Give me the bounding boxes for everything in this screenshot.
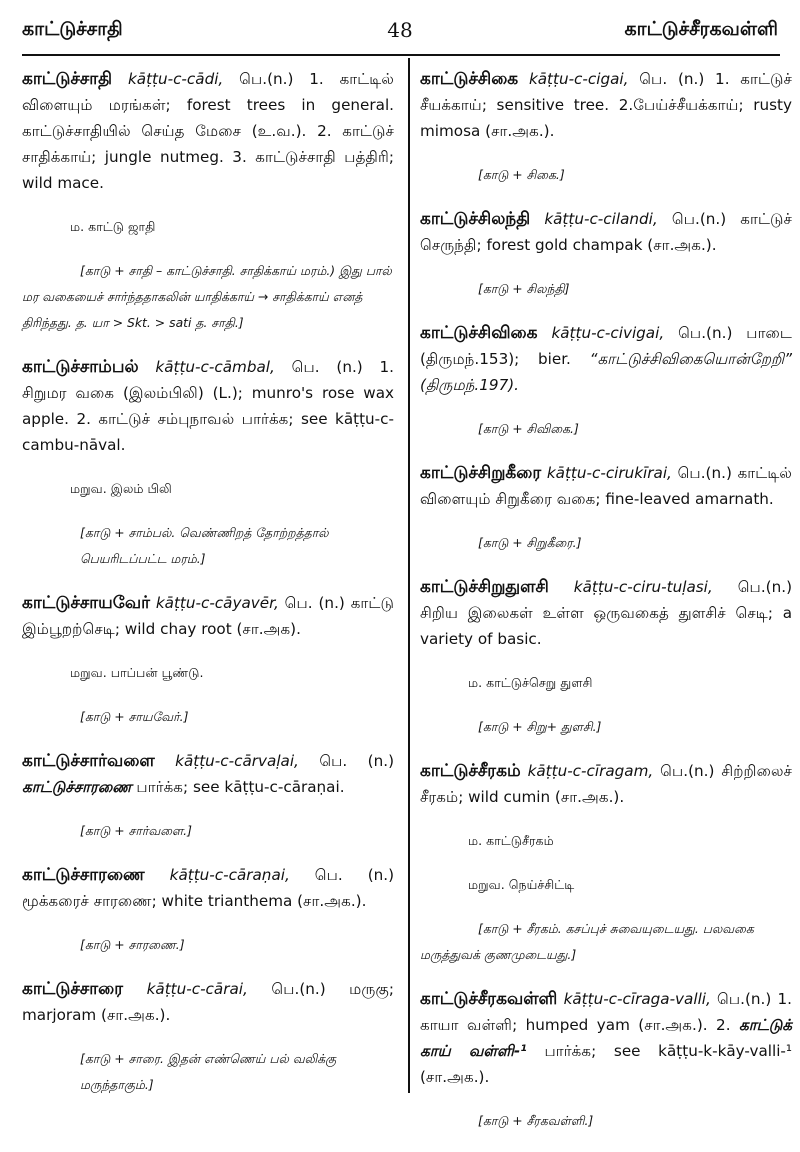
right-column bbox=[420, 66, 792, 1152]
entry-definition: பெ.(n.) சிறிய இலைகள் உள்ள ஒருவகைத் துளசிச் செடி; a variety of basic. bbox=[420, 578, 792, 648]
left-column bbox=[22, 66, 394, 1116]
entry-definition: பெ.(n.) பாடை (திருமந்.153); bier. bbox=[420, 324, 792, 368]
entry-headword: காட்டுச்சாதி bbox=[22, 69, 113, 89]
dictionary-entry bbox=[420, 320, 792, 398]
entry-headword: காட்டுச்சீரகவள்ளி bbox=[420, 989, 558, 1009]
page-header bbox=[0, 0, 800, 50]
dictionary-entry bbox=[22, 590, 394, 642]
entry-etymology: [காடு + சிவிகை.] bbox=[478, 421, 579, 436]
entry-etymology: [காடு + சாயவேர்.] bbox=[80, 709, 189, 724]
dictionary-entry bbox=[22, 748, 394, 800]
entry-transliteration: kāṭṭu-c-cārvaḷai, bbox=[175, 752, 299, 770]
entry-quotation: “காட்டுச்சிவிகையொன்றேறி” (திருமந்.197). bbox=[420, 350, 792, 394]
header-right-guideword: காட்டுச்சீரகவள்ளி bbox=[624, 18, 778, 40]
entry-definition: பெ.(n.) காட்டுச் செருந்தி; forest gold champak (சா.அக.). bbox=[420, 210, 793, 254]
entry-cognate-note: மறுவ. நெய்ச்சிட்டி bbox=[468, 877, 575, 892]
entry-etymology: [காடு + சாதி – காட்டுச்சாதி. சாதிக்காய் மரம்.) இது பால் மர வகையைச் சார்ந்ததாகலின் யாதிக்காய் → சாதிக்காய் எனத் திரிந்தது. த. யா > Skt. > sati த. சாதி.] bbox=[22, 263, 392, 330]
entry-definition-prefix: பெ. (n.) bbox=[319, 752, 394, 770]
dictionary-entry bbox=[420, 574, 792, 652]
entry-headword: காட்டுச்சாயவேர் bbox=[22, 593, 150, 613]
entry-headword: காட்டுச்சாரை bbox=[22, 979, 124, 999]
entry-headword: காட்டுச்சாரணை bbox=[22, 865, 145, 885]
entry-headword: காட்டுச்சிவிகை bbox=[420, 323, 538, 343]
column-divider bbox=[408, 58, 410, 1093]
entry-transliteration: kāṭṭu-c-cāraṇai, bbox=[169, 866, 290, 884]
dictionary-entry bbox=[22, 66, 394, 196]
entry-cross-reference: காட்டுக் காய் வள்ளி-¹ bbox=[420, 1016, 792, 1060]
header-left-guideword: காட்டுச்சாதி bbox=[22, 18, 123, 40]
entry-definition: பெ.(n.) 1. காட்டில் விளையும் மரங்கள்; forest trees in general. காட்டுச்சாதியில் செய்த மேசை (உ.வ.). 2. காட்டுச் சாதிக்காய்; jungle nutmeg. 3. காட்டுச்சாதி பத்திரி; wild mace. bbox=[22, 70, 395, 192]
entry-headword: காட்டுச்சிறுதுளசி bbox=[420, 577, 549, 597]
entry-transliteration: kāṭṭu-c-cārai, bbox=[146, 980, 248, 998]
entry-cross-reference: காட்டுச்சாரணை bbox=[22, 778, 132, 796]
dictionary-entry bbox=[22, 862, 394, 914]
entry-definition: பெ. (n.) 1. சிறுமர வகை (இலம்பிலி) (L.); munro's rose wax apple. 2. காட்டுச் சம்புநாவல் பார்க்க; see kāṭṭu-c-cambu-nāval. bbox=[22, 358, 395, 454]
entry-transliteration: kāṭṭu-c-civigai, bbox=[551, 324, 665, 342]
entry-cognate-note: ம. காட்டு ஜாதி bbox=[70, 219, 156, 234]
dictionary-entry bbox=[420, 460, 792, 512]
entry-definition: பெ. (n.) மூக்கரைச் சாரணை; white trianthema (சா.அக.). bbox=[22, 866, 395, 910]
entry-cognate-note: ம. காட்டுச்செறு துளசி bbox=[468, 675, 593, 690]
page-number: 48 bbox=[387, 18, 413, 42]
entry-headword: காட்டுச்சீரகம் bbox=[420, 761, 521, 781]
entry-headword: காட்டுச்சார்வளை bbox=[22, 751, 155, 771]
entry-definition: பார்க்க; see kāṭṭu-c-cāraṇai. bbox=[136, 778, 345, 796]
entry-transliteration: kāṭṭu-c-cirukīrai, bbox=[546, 464, 672, 482]
entry-transliteration: kāṭṭu-c-cīraga-valli, bbox=[563, 990, 711, 1008]
entry-transliteration: kāṭṭu-c-cādi, bbox=[127, 70, 224, 88]
entry-headword: காட்டுச்சிகை bbox=[420, 69, 519, 89]
entry-transliteration: kāṭṭu-c-cāyavēr, bbox=[155, 594, 279, 612]
entry-definition: பார்க்க; see kāṭṭu-k-kāy-valli-¹ (சா.அக.). bbox=[420, 1042, 792, 1086]
header-divider bbox=[22, 54, 780, 56]
entry-definition: பெ.(n.) காட்டில் விளையும் சிறுகீரை வகை; fine-leaved amarnath. bbox=[420, 464, 793, 508]
dictionary-entry bbox=[420, 986, 792, 1090]
dictionary-entry bbox=[420, 66, 792, 144]
entry-headword: காட்டுச்சாம்பல் bbox=[22, 357, 139, 377]
dictionary-entry bbox=[22, 976, 394, 1028]
entry-definition-prefix: பெ.(n.) 1. காயா வள்ளி; humped yam (சா.அக.). 2. bbox=[420, 990, 792, 1034]
entry-transliteration: kāṭṭu-c-cigai, bbox=[528, 70, 629, 88]
entry-headword: காட்டுச்சிறுகீரை bbox=[420, 463, 542, 483]
entry-etymology: [காடு + சிகை.] bbox=[478, 167, 565, 182]
entry-definition: பெ.(n.) சிற்றிலைச் சீரகம்; wild cumin (சா.அக.). bbox=[420, 762, 793, 806]
entry-etymology: [காடு + சிலந்தி] bbox=[478, 281, 570, 296]
dictionary-entry bbox=[22, 354, 394, 458]
entry-etymology: [காடு + சார்வளை.] bbox=[80, 823, 192, 838]
entry-etymology: [காடு + சாம்பல். வெண்ணிறத் தோற்றத்தால் பெயரிடப்பட்ட மரம்.] bbox=[80, 525, 329, 566]
entry-etymology: [காடு + சாரணை.] bbox=[80, 937, 185, 952]
entry-etymology: [காடு + சாரை. இதன் எண்ணெய் பல் வலிக்கு மருந்தாகும்.] bbox=[80, 1051, 337, 1092]
entry-transliteration: kāṭṭu-c-cilandi, bbox=[544, 210, 658, 228]
entry-etymology: [காடு + சிறு+ துளசி.] bbox=[478, 719, 602, 734]
entry-etymology: [காடு + சீரகம். கசப்புச் சுவையுடையது. பலவகை மருத்துவக் குணமுடையது.] bbox=[420, 921, 754, 962]
entry-headword: காட்டுச்சிலந்தி bbox=[420, 209, 531, 229]
entry-cognate-note: ம. காட்டுசீரகம் bbox=[468, 833, 554, 848]
entry-definition: பெ. (n.) 1. காட்டுச் சீயக்காய்; sensitive tree. 2.பேய்ச்சீயக்காய்; rusty mimosa (சா.அக.). bbox=[420, 70, 793, 140]
dictionary-entry bbox=[420, 758, 792, 810]
entry-transliteration: kāṭṭu-c-cāmbal, bbox=[155, 358, 275, 376]
entry-definition: பெ.(n.) மருகு; marjoram (சா.அக.). bbox=[22, 980, 395, 1024]
entry-definition: பெ. (n.) காட்டு இம்பூறற்செடி; wild chay root (சா.அக). bbox=[22, 594, 394, 638]
entry-transliteration: kāṭṭu-c-ciru-tuḷasi, bbox=[573, 578, 713, 596]
entry-etymology: [காடு + சீரகவள்ளி.] bbox=[478, 1113, 594, 1128]
entry-cognate-note: மறுவ. பாப்பன் பூண்டு. bbox=[70, 665, 204, 680]
entry-cognate-note: மறுவ. இலம் பிலி bbox=[70, 481, 172, 496]
entry-transliteration: kāṭṭu-c-cīragam, bbox=[527, 762, 654, 780]
dictionary-entry bbox=[420, 206, 792, 258]
entry-etymology: [காடு + சிறுகீரை.] bbox=[478, 535, 582, 550]
